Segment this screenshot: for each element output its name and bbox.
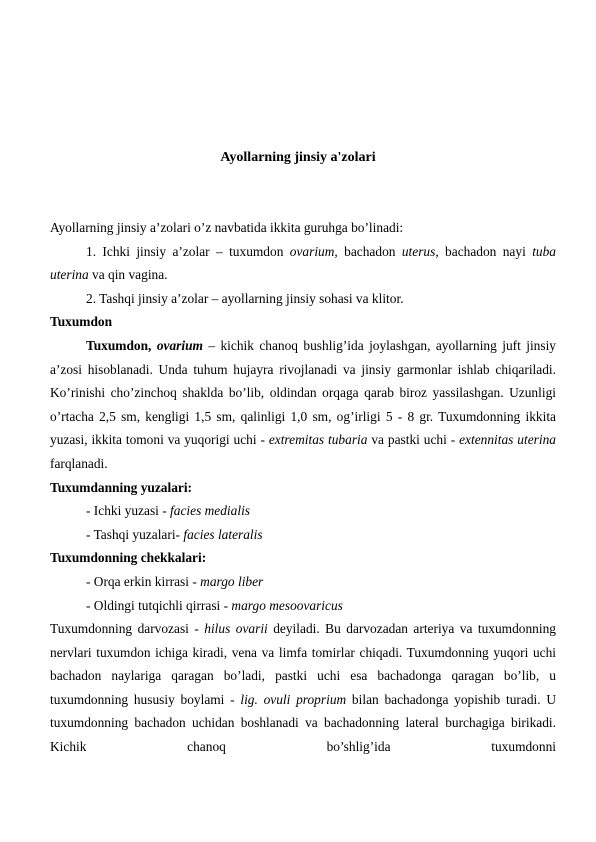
list-item-chekka-1: - Orqa erkin kirrasi - margo liber [86, 573, 264, 589]
intro-paragraph: Ayollarning jinsiy a’zolari o’z navbatida ikkita guruhga bo’linadi: [50, 220, 404, 235]
list-item-yuza-2: - Tashqi yuzalari- facies lateralis [86, 526, 263, 542]
tuxumdon-paragraph: Tuxumdon, ovarium – kichik chanoq bushlig’ida joylashgan, ayollarning juft jinsiy a’zosi hisoblanadi. Unda tuhum hujayra rivojlanadi va jinsiy garmonlar ishlab chiqariladi. Ko’rinishi cho’zinchoq shaklda bo’lib, oldindan orqaga qarab biroz yassilashgan. Uzunligi o’rtacha 2,5 sm, kengligi 1,5 sm, qalinligi 1,0 sm, og’irligi 5 - 8 gr. Tuxumdonning ikkita yuzasi, ikkita tomoni va yuqorigi uchi - extremitas tubaria va pastki uchi - extennitas uterina farqlanadi. [50, 337, 556, 471]
page-title: Ayollarning jinsiy a'zolari [220, 150, 376, 165]
list-item-yuza-1: - Ichki yuzasi - facies medialis [86, 503, 251, 519]
heading-chekkalari: Tuxumdonning chekkalari: [50, 550, 207, 566]
darvoza-paragraph: Tuxumdonning darvozasi - hilus ovarii deyiladi. Bu darvozadan arteriya va tuxumdonning nervlari tuxumdon ichiga kiradi, vena va limfa tomirlar chiqadi. Tuxumdonning yuqori uchi bachadon naylariga qaragan bo’ladi, pastki uchi esa bachadonga qaragan bo’lib, u tuxumdonning hususiy boylami - lig. ovuli proprium bilan bachadonga yopishib turadi. U tuxumdonning bachadon uchidan boshlanadi va bachadonning lateral burchagiga birikadi. Kichik chanoq bo’shlig’ida tuxumdonni [50, 621, 556, 755]
heading-tuxumdon: Tuxumdon [50, 314, 113, 330]
group1-paragraph: 1. Ichki jinsiy a’zolar – tuxumdon ovarium, bachadon uterus, bachadon nayi tuba uterina va qin vagina. [50, 243, 556, 283]
document-body [50, 216, 556, 759]
heading-yuzalari: Tuxumdanning yuzalari: [50, 479, 193, 495]
list-item-chekka-2: - Oldingi tutqichli qirrasi - margo mesoovaricus [86, 597, 343, 613]
group2-paragraph: 2. Tashqi jinsiy a’zolar – ayollarning jinsiy sohasi va klitor. [86, 290, 404, 306]
